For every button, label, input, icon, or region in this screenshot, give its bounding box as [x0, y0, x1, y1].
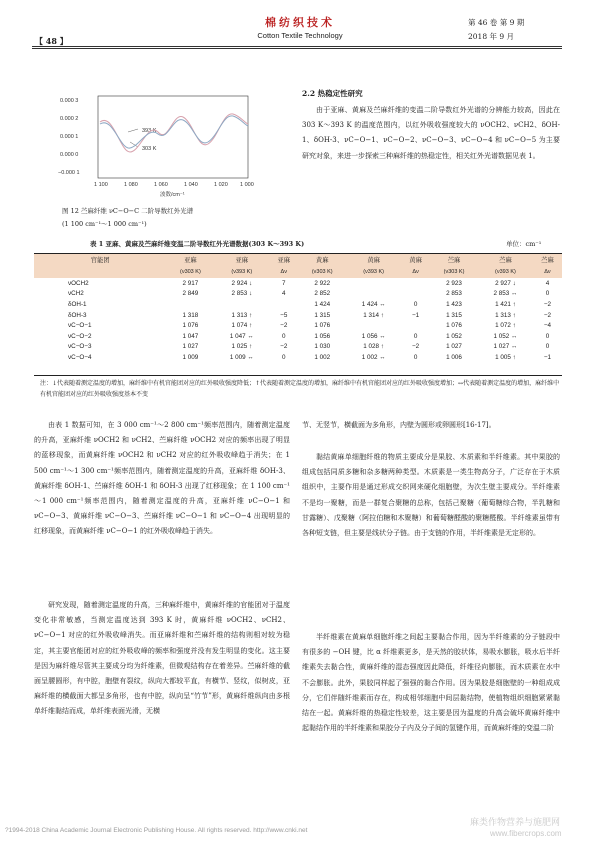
x-tick: 1 100 — [94, 182, 108, 188]
table-cell: 1 318 — [182, 311, 199, 319]
spectrum-curve-393 — [100, 114, 248, 152]
table-cell — [401, 278, 430, 289]
spectra-table — [34, 253, 562, 363]
issue-date: 2018 年 9 月 — [468, 32, 515, 41]
figure-caption — [62, 205, 302, 231]
copyright-footer: ?1994-2018 China Academic Journal Electronic Publishing House. All rights reserved. http://www.cnki.net — [5, 827, 308, 834]
y-tick: 0.000 1 — [60, 134, 79, 140]
table-header: 黄麻 — [298, 253, 346, 266]
table-subheader: (ν393 K) — [478, 266, 533, 278]
table-cell: 1 052 — [446, 332, 462, 340]
table-cell: 0 — [413, 300, 418, 308]
table-cell — [269, 299, 298, 310]
figure-caption-line1: 图 12 苎麻纤维 νC−O−C 二阶导数红外光谱 — [62, 207, 194, 215]
table-header: 亚麻 — [214, 253, 269, 266]
journal-title: 棉纺织技术 — [265, 16, 335, 29]
left-paragraph-2: 研究发现，随着测定温度的升高，三种麻纤维中，黄麻纤维的官能团对于温度变化非常敏感，当测定温度达到 393 K 时，黄麻纤维 νOCH2、νCH2、νC−O−1 对应的红外吸收峰消失。而亚麻纤维和苎麻纤维的结构则相对较为稳定，其主要官能团对应的红外吸收峰的频率和强度并没有发生明显的变化。这主要是因为麻纤维尽管其主要成分均为纤维素，但微观结构存在着差异。苎麻纤维的截面呈腰圆形，有中腔，胞壁有裂纹，纵向大都较平直，有横节、竖纹，似树皮，亚麻纤维的横截面大都呈多角形，也有中腔，纵向呈“竹节”形，黄麻纤维纵向由多根单纤维黏结而成，单纤维表面光滑，无横 — [34, 601, 290, 716]
table-cell: 1 076 — [182, 322, 199, 330]
table-cell: −4 — [543, 322, 552, 330]
table-cell: 1 072 ↑ — [495, 322, 516, 330]
table-cell: −2 — [543, 300, 552, 308]
table-cell — [401, 320, 430, 331]
table-row-label: νOCH2 — [68, 279, 89, 287]
x-tick: 1 080 — [124, 182, 138, 188]
table-cell: 0 — [545, 332, 550, 340]
table-cell — [166, 299, 214, 310]
table-cell: 0 — [281, 332, 286, 340]
table-cell: 1 009 — [182, 353, 199, 361]
table-row — [34, 289, 562, 300]
table-cell: 1 027 — [446, 343, 462, 351]
table-cell — [214, 299, 269, 310]
table-row-label: δOH-3 — [68, 311, 87, 319]
table-row — [34, 278, 562, 289]
table-cell: 1 052 ↔ — [493, 332, 518, 340]
table-cell: 1 424 ↔ — [361, 300, 386, 308]
table-subheader — [34, 266, 166, 278]
right-paragraph-1: 节、无竖节，横截面为多角形，内壁为圆形或卵圆形[16-17]。 — [302, 421, 496, 429]
table-cell: −2 — [280, 343, 288, 351]
header-rule-thin — [32, 48, 562, 49]
table-cell: 0 — [413, 353, 418, 361]
watermark-en: www.fibercrops.com — [490, 829, 562, 838]
page-number: 【 48 】 — [35, 36, 68, 46]
spectrum-curve-303 — [100, 116, 248, 148]
table-cell: 2 849 — [182, 290, 199, 298]
table-cell: 4 — [281, 290, 286, 298]
table-subheader: Δν — [401, 266, 430, 278]
y-tick: 0.000 2 — [60, 116, 79, 122]
table-subheader: (ν393 K) — [346, 266, 401, 278]
x-tick: 1 060 — [154, 182, 168, 188]
table-header: 苎麻 — [430, 253, 478, 266]
section-title: 2.2 热稳定性研究 — [302, 89, 363, 98]
table-cell: 0 — [545, 343, 550, 351]
section-paragraph: 由于亚麻、黄麻及苎麻纤维的变温二阶导数红外光谱的分辨能力较高，因此在 303 K～393 K 的温度范围内，以红外吸收强度较大的 νOCH2、νCH2、δOH-1、δOH-3、νC−O−1、νC−O−2、νC−O−3、νC−O−4 和 νC−O−5 为主要研究对象，来进一步探索三种麻纤维的热稳定性，相关红外光谱数据见表 1。 — [302, 106, 560, 160]
spectrum-figure — [58, 92, 288, 207]
table-row — [34, 331, 562, 342]
table-row — [34, 342, 562, 353]
table-row — [34, 352, 562, 363]
table-header: 亚麻 — [269, 253, 298, 266]
table-cell: 4 — [545, 279, 550, 287]
table-cell: −2 — [411, 343, 420, 351]
table-cell: −5 — [280, 311, 288, 319]
table-cell: 1 047 ↔ — [229, 332, 254, 340]
table-cell: 1 009 ↔ — [229, 353, 254, 361]
table-cell: 1 315 — [446, 311, 462, 319]
table-cell: 1 002 — [314, 353, 331, 361]
table-cell — [346, 289, 401, 300]
table-row-label: νCH2 — [68, 290, 84, 298]
table-cell: −1 — [411, 311, 420, 319]
header-rule — [32, 46, 562, 47]
table-cell: 2 853 ↓ — [231, 290, 253, 298]
table-row-label: νC−O−1 — [68, 322, 92, 330]
table-header: 黄麻 — [346, 253, 401, 266]
table-subheader: (ν303 K) — [298, 266, 346, 278]
table-cell: 1 047 — [182, 332, 199, 340]
table-cell: 1 005 ↑ — [495, 353, 516, 361]
table-cell: 1 027 — [182, 343, 199, 351]
table-cell: 1 313 ↑ — [231, 311, 253, 319]
table-cell: 1 056 ↔ — [361, 332, 386, 340]
left-paragraph-1: 由表 1 数据可知，在 3 000 cm⁻¹～2 800 cm⁻¹频率范围内，随着测定温度的升高，亚麻纤维 νOCH2 和 νCH2、苎麻纤维 νOCH2 对应的频率出现了明显的蓝移现象，而黄麻纤维 νOCH2 和 νCH2 对应的红外吸收峰趋于消失；在 1 500 cm⁻¹～1 300 cm⁻¹频率范围内，随着测定温度的升高，亚麻纤维 δOH-3、黄麻纤维 δOH-1、苎麻纤维 δOH-1 和 δOH-3 出现了红移现象；在 1 100 cm⁻¹～1 000 cm⁻¹频率范围内，随着测定温度的升高，亚麻纤维 νC−O−1 和 νC−O−3、黄麻纤维 νC−O−3、苎麻纤维 νC−O−1 和 νC−O−4 出现明显的红移现象，而黄麻纤维 νC−O−1 的红外吸收峰趋于消失。 — [34, 421, 290, 536]
table-cell: 1 074 ↑ — [231, 322, 253, 330]
table-note: 注：↓代表随着测定温度的增加，麻纤维中有机官能团对应的红外吸收强度降低；↑代表随着测定温度的增加，麻纤维中有机官能团对应的红外吸收强度增加；↔代表随着测定温度的增加，麻纤维中有机官能团对应的红外吸收强度基本不变 — [40, 380, 560, 398]
table-row-label: νC−O−2 — [68, 332, 92, 340]
figure-caption-line2: (1 100 cm⁻¹～1 000 cm⁻¹) — [62, 220, 147, 228]
table-header: 苎麻 — [533, 253, 562, 266]
table-cell: 1 313 ↑ — [495, 311, 516, 319]
right-paragraph-2: 黏结黄麻单细胞纤维的物质主要成分是果胶、木质素和半纤维素。其中果胶的组成包括同质多糖和杂多糖两种类型。木质素是一类生物高分子，广泛存在于木质组织中，主要作用是通过形成交织网来硬化细胞壁，为次生壁主要成分。半纤维素不是均一聚糖，而是一群复合聚糖的总称，包括己聚糖（葡萄糖综合物，半乳糖和甘露糖）、戊聚糖（阿拉伯糖和木聚糖）和葡萄糖醛酸的聚糖醛酸。半纤维素虽带有各种短支链，但主要是线状分子链。由于支链的作用，半纤维素是无定形的。 — [302, 453, 560, 538]
table-cell: 1 314 ↑ — [363, 311, 384, 319]
y-tick: 0.000 0 — [60, 152, 79, 158]
table-cell — [346, 320, 401, 331]
table-cell: 2 922 — [314, 279, 331, 287]
table-row — [34, 310, 562, 321]
table-row — [34, 320, 562, 331]
volume-issue: 第 46 卷 第 9 期 — [468, 18, 525, 27]
table-cell: 1 076 — [314, 322, 331, 330]
table-cell: −2 — [280, 322, 288, 330]
table-cell: 2 927 ↓ — [495, 279, 516, 287]
curve-label-393: 393 K — [142, 128, 157, 134]
table-row-label: νC−O−4 — [68, 353, 92, 361]
table-cell: 1 027 ↔ — [493, 343, 518, 351]
x-tick: 1 000 — [240, 182, 254, 188]
table-cell: 1 056 — [314, 332, 331, 340]
table-cell: 0 — [281, 353, 286, 361]
table-cell: 1 076 — [446, 322, 462, 330]
table-cell: 2 924 ↓ — [231, 279, 253, 287]
table-cell: 0 — [545, 290, 550, 298]
table-caption: 表 1 亚麻、黄麻及苎麻纤维变温二阶导数红外光谱数据(303 K～393 K) — [90, 240, 305, 248]
table-cell: 7 — [281, 279, 286, 287]
table-cell — [401, 289, 430, 300]
table-row-label: δOH-1 — [68, 300, 87, 308]
table-cell: 1 030 — [314, 343, 331, 351]
table-header: 官能团 — [34, 253, 166, 266]
table-cell: 1 315 — [314, 311, 331, 319]
y-tick: −0.000 1 — [58, 170, 80, 176]
x-axis-label: 波数/cm⁻¹ — [160, 192, 185, 198]
table-row-label: νC−O−3 — [68, 343, 92, 351]
table-cell: 1 002 ↔ — [361, 353, 386, 361]
table-subheader: (ν303 K) — [430, 266, 478, 278]
table-cell: −2 — [543, 311, 552, 319]
table-cell: 2 923 — [446, 279, 462, 287]
table-row — [34, 299, 562, 310]
curve-label-303: 303 K — [142, 146, 157, 152]
table-unit: 单位：cm⁻¹ — [506, 240, 542, 248]
table-header: 苎麻 — [478, 253, 533, 266]
table-header: 亚麻 — [166, 253, 214, 266]
table-header: 黄麻 — [401, 253, 430, 266]
table-subheader: Δν — [533, 266, 562, 278]
watermark-cn: 麻类作物营养与施肥网 — [470, 817, 561, 827]
x-tick: 1 020 — [214, 182, 228, 188]
table-subheader: (ν303 K) — [166, 266, 214, 278]
table-cell: 1 421 ↑ — [495, 300, 516, 308]
table-top-rule — [34, 253, 562, 254]
table-cell — [346, 278, 401, 289]
journal-title-en: Cotton Textile Technology — [257, 31, 343, 40]
table-cell: 1 423 — [446, 300, 462, 308]
table-subheader: Δν — [269, 266, 298, 278]
table-cell: 1 025 ↑ — [231, 343, 253, 351]
table-cell: 0 — [413, 332, 418, 340]
table-cell: 1 424 — [314, 300, 331, 308]
table-cell: 2 853 — [446, 290, 462, 298]
table-bottom-rule — [34, 375, 562, 376]
table-cell: 2 853 ↔ — [493, 290, 518, 298]
table-cell: 2 917 — [182, 279, 199, 287]
x-tick: 1 040 — [184, 182, 198, 188]
table-subheader: (ν393 K) — [214, 266, 269, 278]
table-cell: 1 028 ↑ — [363, 343, 384, 351]
table-cell: 2 852 — [314, 290, 331, 298]
y-tick: 0.000 3 — [60, 98, 79, 104]
table-cell: 1 006 — [446, 353, 462, 361]
table-cell: −1 — [543, 353, 552, 361]
right-paragraph-3: 半纤维素在黄麻单细胞纤维之间起主要黏合作用，因为半纤维素的分子链段中有很多的 −OH 键，比 α 纤维素更多，是天然的胶状体，易吸水膨胀，吸水后半纤维素失去黏合性，黄麻纤维的湿态强度因此降低，纤维径向膨胀，而木质素在水中不会膨胀。此外，果胶同样起了强强的黏合作用。因为果胶是细胞壁的一种组成成分，它们伴随纤维素而存在，构成相邻细胞中间层黏结物，使植物组织细胞紧紧黏结在一起。黄麻纤维的热稳定性较差，这主要是因为温度的升高会破坏黄麻纤维中起黏结作用的半纤维素和果胶分子内及分子间的氢键作用，而黄麻纤维的变温二阶 — [302, 633, 560, 733]
